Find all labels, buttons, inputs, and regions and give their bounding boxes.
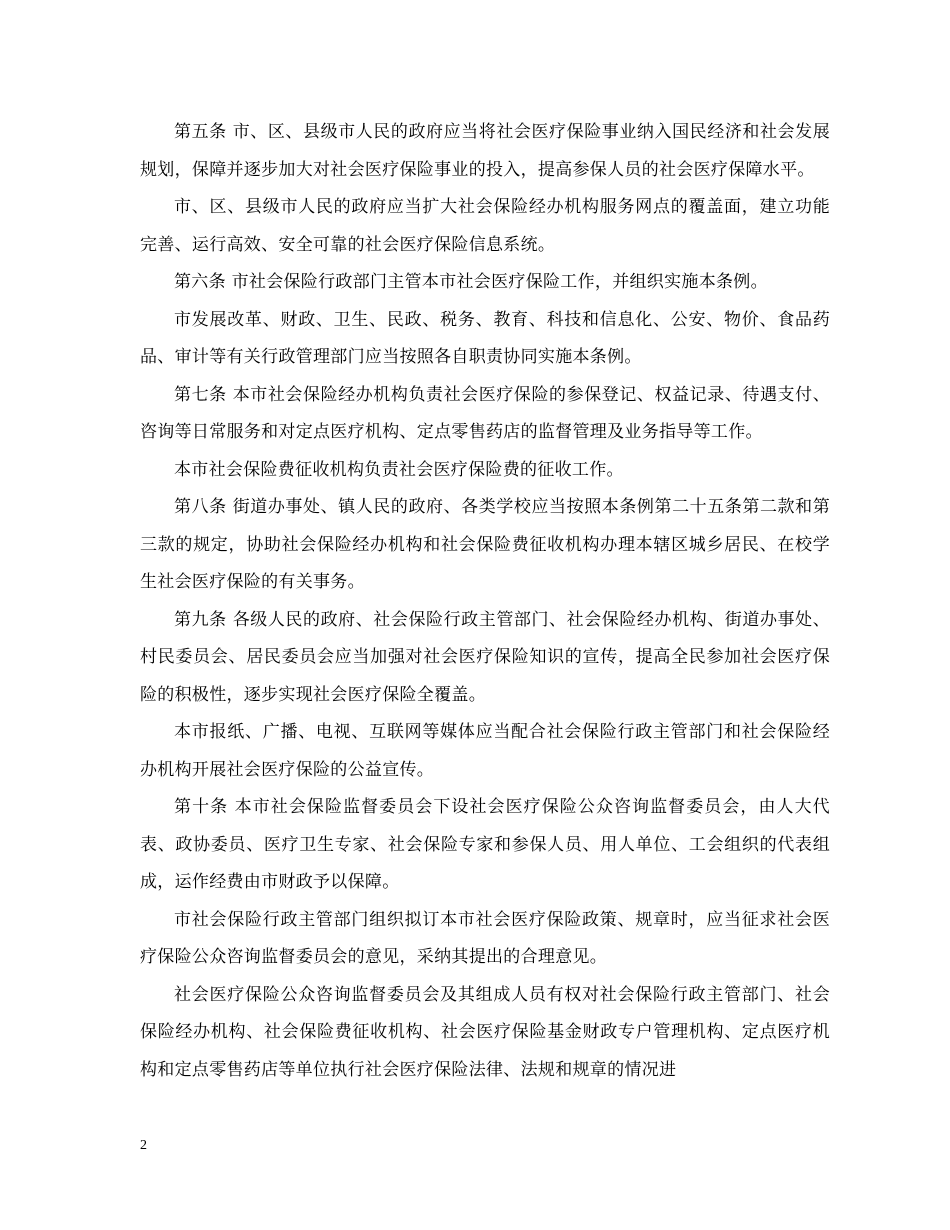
paragraph-article-6: 第六条 市社会保险行政部门主管本市社会医疗保险工作，并组织实施本条例。 [174,272,768,292]
paragraph-article-10: 第十条 本市社会保险监督委员会下设社会医疗保险公众咨询监督委员会，由人大代表、政协委员、医疗卫生专家、社会保险专家和参保人员、用人单位、工会组织的代表组成，运作经费由市财政予以保障。 [140,797,830,892]
paragraph-article-10-clause-2: 市社会保险行政主管部门组织拟订本市社会医疗保险政策、规章时，应当征求社会医疗保险公众咨询监督委员会的意见，采纳其提出的合理意见。 [140,909,830,967]
paragraph-article-7-clause-2: 本市社会保险费征收机构负责社会医疗保险费的征收工作。 [174,459,624,480]
paragraph-article-5: 第五条 市、区、县级市人民的政府应当将社会医疗保险事业纳入国民经济和社会发展规划，保障并逐步加大对社会医疗保险事业的投入，提高参保人员的社会医疗保障水平。 [140,122,830,180]
paragraph-article-9-clause-2: 本市报纸、广播、电视、互联网等媒体应当配合社会保险行政主管部门和社会保险经办机构开展社会医疗保险的公益宣传。 [140,722,830,780]
paragraph-article-5-clause-2: 市、区、县级市人民的政府应当扩大社会保险经办机构服务网点的覆盖面，建立功能完善、运行高效、安全可靠的社会医疗保险信息系统。 [140,197,830,255]
paragraph-article-6-clause-2: 市发展改革、财政、卫生、民政、税务、教育、科技和信息化、公安、物价、食品药品、审计等有关行政管理部门应当按照各自职责协同实施本条例。 [140,309,830,367]
page-number: 2 [140,1138,147,1153]
document-body [140,114,830,1089]
paragraph-article-7: 第七条 本市社会保险经办机构负责社会医疗保险的参保登记、权益记录、待遇支付、咨询等日常服务和对定点医疗机构、定点零售药店的监督管理及业务指导等工作。 [140,384,830,442]
paragraph-article-9: 第九条 各级人民的政府、社会保险行政主管部门、社会保险经办机构、街道办事处、村民委员会、居民委员会应当加强对社会医疗保险知识的宣传，提高全民参加社会医疗保险的积极性，逐步实现社会医疗保险全覆盖。 [140,609,830,705]
paragraph-article-8: 第八条 街道办事处、镇人民的政府、各类学校应当按照本条例第二十五条第二款和第三款的规定，协助社会保险经办机构和社会保险费征收机构办理本辖区城乡居民、在校学生社会医疗保险的有关事务。 [140,497,830,592]
paragraph-article-10-clause-3: 社会医疗保险公众咨询监督委员会及其组成人员有权对社会保险行政主管部门、社会保险经办机构、社会保险费征收机构、社会医疗保险基金财政专户管理机构、定点医疗机构和定点零售药店等单位执行社会医疗保险法律、法规和规章的情况进 [140,984,830,1080]
